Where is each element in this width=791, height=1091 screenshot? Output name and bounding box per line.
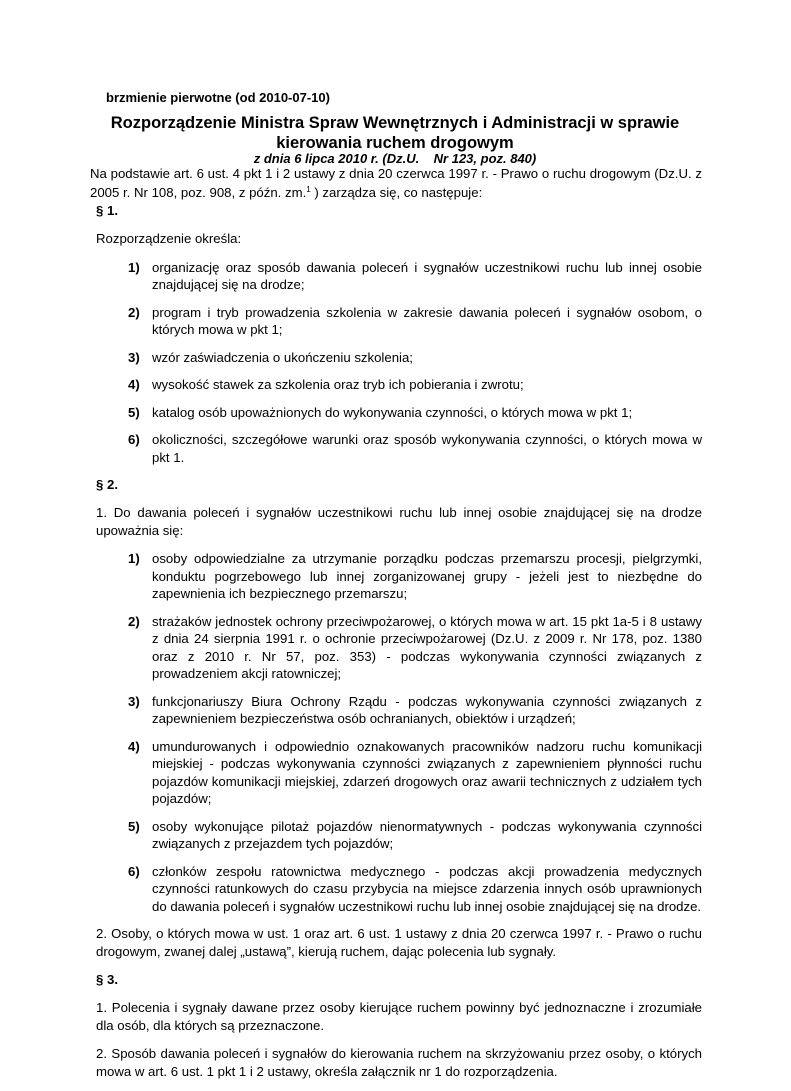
item-text: katalog osób upoważnionych do wykonywania czynności, o których mowa w pkt 1; [152, 404, 633, 420]
section-lead: Rozporządzenie określa: [96, 231, 242, 246]
intro-paragraph [90, 164, 702, 202]
section-heading: § 3. [96, 972, 118, 987]
item-text: okoliczności, szczegółowe warunki oraz sposób wykonywania czynności, o których mowa w pkt 1. [152, 432, 702, 465]
item-number: 4) [128, 738, 140, 754]
item-text: osoby wykonujące pilotaż pojazdów nienormatywnych - podczas wykonywania czynności związanych z przejazdem tych pojazdów; [152, 818, 702, 851]
intro-text: Na podstawie art. 6 ust. 4 pkt 1 i 2 ustawy z dnia 20 czerwca 1997 r. - Prawo o ruchu drogowym (Dz.U. z 2005 r. Nr 108, poz. 908, z późn. zm. [90, 166, 702, 200]
list-item [90, 818, 702, 853]
document-title: Rozporządzenie Ministra Spraw Wewnętrznych i Administracji w sprawie kierowania ruchem drogowym [110, 114, 680, 152]
intro-text-end: ) zarządza się, co następuje: [310, 185, 483, 200]
section-paragraph: 2. Sposób dawania poleceń i sygnałów do kierowania ruchem na skrzyżowaniu przez osoby, o których mowa w art. 6 ust. 1 pkt 1 i 2 ustawy, określa załącznik nr 1 do rozporządzenia. [96, 1046, 702, 1079]
document-body [90, 202, 702, 1091]
item-text: strażaków jednostek ochrony przeciwpożarowej, o których mowa w art. 15 pkt 1a-5 i 8 ustawy z dnia 24 sierpnia 1991 r. o ochronie przeciwpożarowej (Dz.U. z 2009 r. Nr 178, poz. 1380 oraz z 2010 r. Nr 57, poz. 353) - podczas wykonywania czynności związanych z prowadzeniem akcji ratowniczej; [152, 613, 702, 681]
list-item [90, 550, 702, 603]
item-text: umundurowanych i odpowiednio oznakowanych pracowników nadzoru ruchu komunikacji miejskiej - podczas wykonywania czynności związanych z zapewnieniem płynności ruchu pojazdów komunikacji miejskiej, zdarzeń drogowych oraz awarii technicznych z udziałem tych pojazdów; [152, 738, 702, 806]
item-text: funkcjonariuszy Biura Ochrony Rządu - podczas wykonywania czynności związanych z zapewnieniem bezpieczeństwa osób ochranianych, obiektów i urządzeń; [152, 693, 702, 726]
item-number: 4) [128, 377, 140, 392]
section-paragraph: 2. Osoby, o których mowa w ust. 1 oraz art. 6 ust. 1 ustawy z dnia 20 czerwca 1997 r. - Prawo o ruchu drogowym, zwanej dalej „ustawą”, kierują ruchem, dając polecenia lub sygnały. [96, 926, 702, 959]
item-number: 5) [128, 818, 140, 834]
list-item [90, 431, 702, 466]
version-label: brzmienie pierwotne (od 2010-07-10) [106, 90, 330, 105]
item-text: organizację oraz sposób dawania poleceń i sygnałów uczestnikowi ruchu lub innej osobie znajdującej się na drodze; [152, 259, 702, 292]
item-number: 1) [128, 551, 140, 566]
item-number: 3) [128, 349, 140, 365]
item-number: 2) [128, 613, 140, 629]
item-text: wysokość stawek za szkolenia oraz tryb ich pobierania i zwrotu; [152, 377, 524, 392]
section-lead: 1. Do dawania poleceń i sygnałów uczestnikowi ruchu lub innej osobie znajdującej się na drodze upoważnia się: [96, 505, 702, 538]
item-text: członków zespołu ratownictwa medycznego - podczas akcji prowadzenia medycznych czynności ratunkowych do czasu przybycia na miejsce zdarzenia innych osób uprawnionych do dawania poleceń i sygnałów uczestnikowi ruchu lub innej osobie znajdującej się na drodze. [152, 863, 702, 914]
section-heading: § 2. [96, 477, 118, 492]
list-item [90, 349, 702, 367]
item-number: 6) [128, 863, 140, 879]
list-item [90, 863, 702, 916]
item-number: 3) [128, 693, 140, 709]
item-number: 1) [128, 259, 140, 275]
item-text: osoby odpowiedzialne za utrzymanie porządku podczas przemarszu procesji, pielgrzymki, konduktu pogrzebowego lub innej zorganizowanej grupy - jeżeli jest to niezbędne do zapewnienia ich bezpiecznego przemarszu; [152, 551, 702, 601]
section-heading: § 1. [96, 203, 118, 218]
document-dateline: z dnia 6 lipca 2010 r. (Dz.U. Nr 123, poz. 840) [253, 151, 537, 166]
list-item [90, 304, 702, 339]
list-item [90, 376, 702, 394]
list-item [90, 738, 702, 808]
section-paragraph: 1. Polecenia i sygnały dawane przez osoby kierujące ruchem powinny być jednoznaczne i zrozumiałe dla osób, dla których są przeznaczone. [96, 1000, 702, 1033]
list-item [90, 259, 702, 294]
item-number: 2) [128, 304, 140, 320]
item-text: program i tryb prowadzenia szkolenia w zakresie dawania poleceń i sygnałów osobom, o których mowa w pkt 1; [152, 304, 702, 337]
list-item [90, 404, 702, 422]
item-number: 5) [128, 404, 140, 420]
list-item [90, 613, 702, 683]
list-item [90, 693, 702, 728]
item-number: 6) [128, 432, 140, 447]
item-text: wzór zaświadczenia o ukończeniu szkolenia; [152, 349, 413, 365]
footnote-reference[interactable]: 1 [306, 185, 311, 194]
